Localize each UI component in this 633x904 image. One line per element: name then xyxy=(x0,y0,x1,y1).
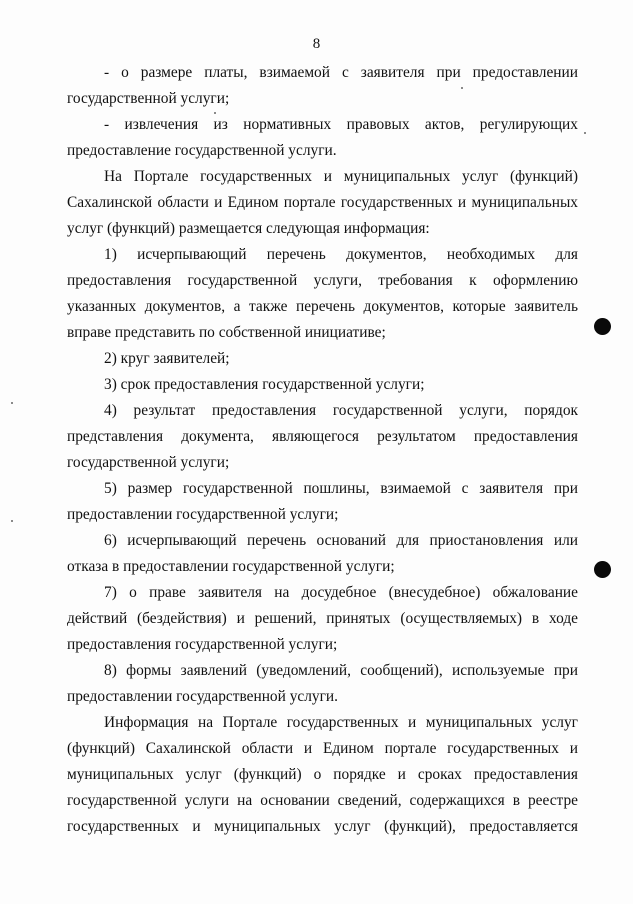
document-body xyxy=(67,60,578,840)
binder-hole-mark xyxy=(594,561,611,578)
scan-speck xyxy=(214,112,216,114)
binder-hole-mark xyxy=(594,318,611,335)
list-item-6-refusal-grounds: 6) исчерпывающий перечень оснований для приостановления или отказа в предоставлении государственной услуги; xyxy=(67,532,578,575)
list-item-4-result: 4) результат предоставления государственной услуги, порядок представления документа, являющегося результатом предоставления государственной услуги; xyxy=(67,402,578,471)
page-number: 8 xyxy=(312,36,321,52)
scan-speck xyxy=(461,87,463,89)
paragraph-portal-info-intro: На Портале государственных и муниципальных услуг (функций) Сахалинской области и Едином портале государственных и муниципальных услуг (функций) размещается следующая информация: xyxy=(67,168,578,237)
scan-speck xyxy=(11,402,13,404)
paragraph-legal-extracts: - извлечения из нормативных правовых актов, регулирующих предоставление государственной услуги. xyxy=(67,116,578,159)
list-item-1-documents: 1) исчерпывающий перечень документов, необходимых для предоставления государственной услуги, требования к оформлению указанных документов, а также перечень документов, которые заявитель вправе представить по собственной инициативе; xyxy=(67,246,578,341)
list-item-8-application-forms: 8) формы заявлений (уведомлений, сообщений), используемые при предоставлении государственной услуги. xyxy=(67,662,578,705)
scan-speck xyxy=(584,132,586,134)
paragraph-portal-info-provision: Информация на Портале государственных и муниципальных услуг (функций) Сахалинской области и Едином портале государственных и муниципальных услуг (функций) о порядке и сроках предоставления государственной услуги на основании сведений, содержащихся в реестре государственных и муниципальных услуг (функций), предоставляется xyxy=(67,714,578,835)
list-item-2-applicants: 2) круг заявителей; xyxy=(104,350,230,367)
paragraph-fee-info: - о размере платы, взимаемой с заявителя при предоставлении государственной услуги; xyxy=(67,64,578,107)
scan-speck xyxy=(11,520,13,522)
list-item-7-appeal-rights: 7) о праве заявителя на досудебное (внесудебное) обжалование действий (бездействия) и решений, принятых (осуществляемых) в ходе предоставления государственной услуги; xyxy=(67,584,578,653)
list-item-5-duty: 5) размер государственной пошлины, взимаемой с заявителя при предоставлении государственной услуги; xyxy=(67,480,578,523)
list-item-3-term: 3) срок предоставления государственной услуги; xyxy=(104,376,425,393)
